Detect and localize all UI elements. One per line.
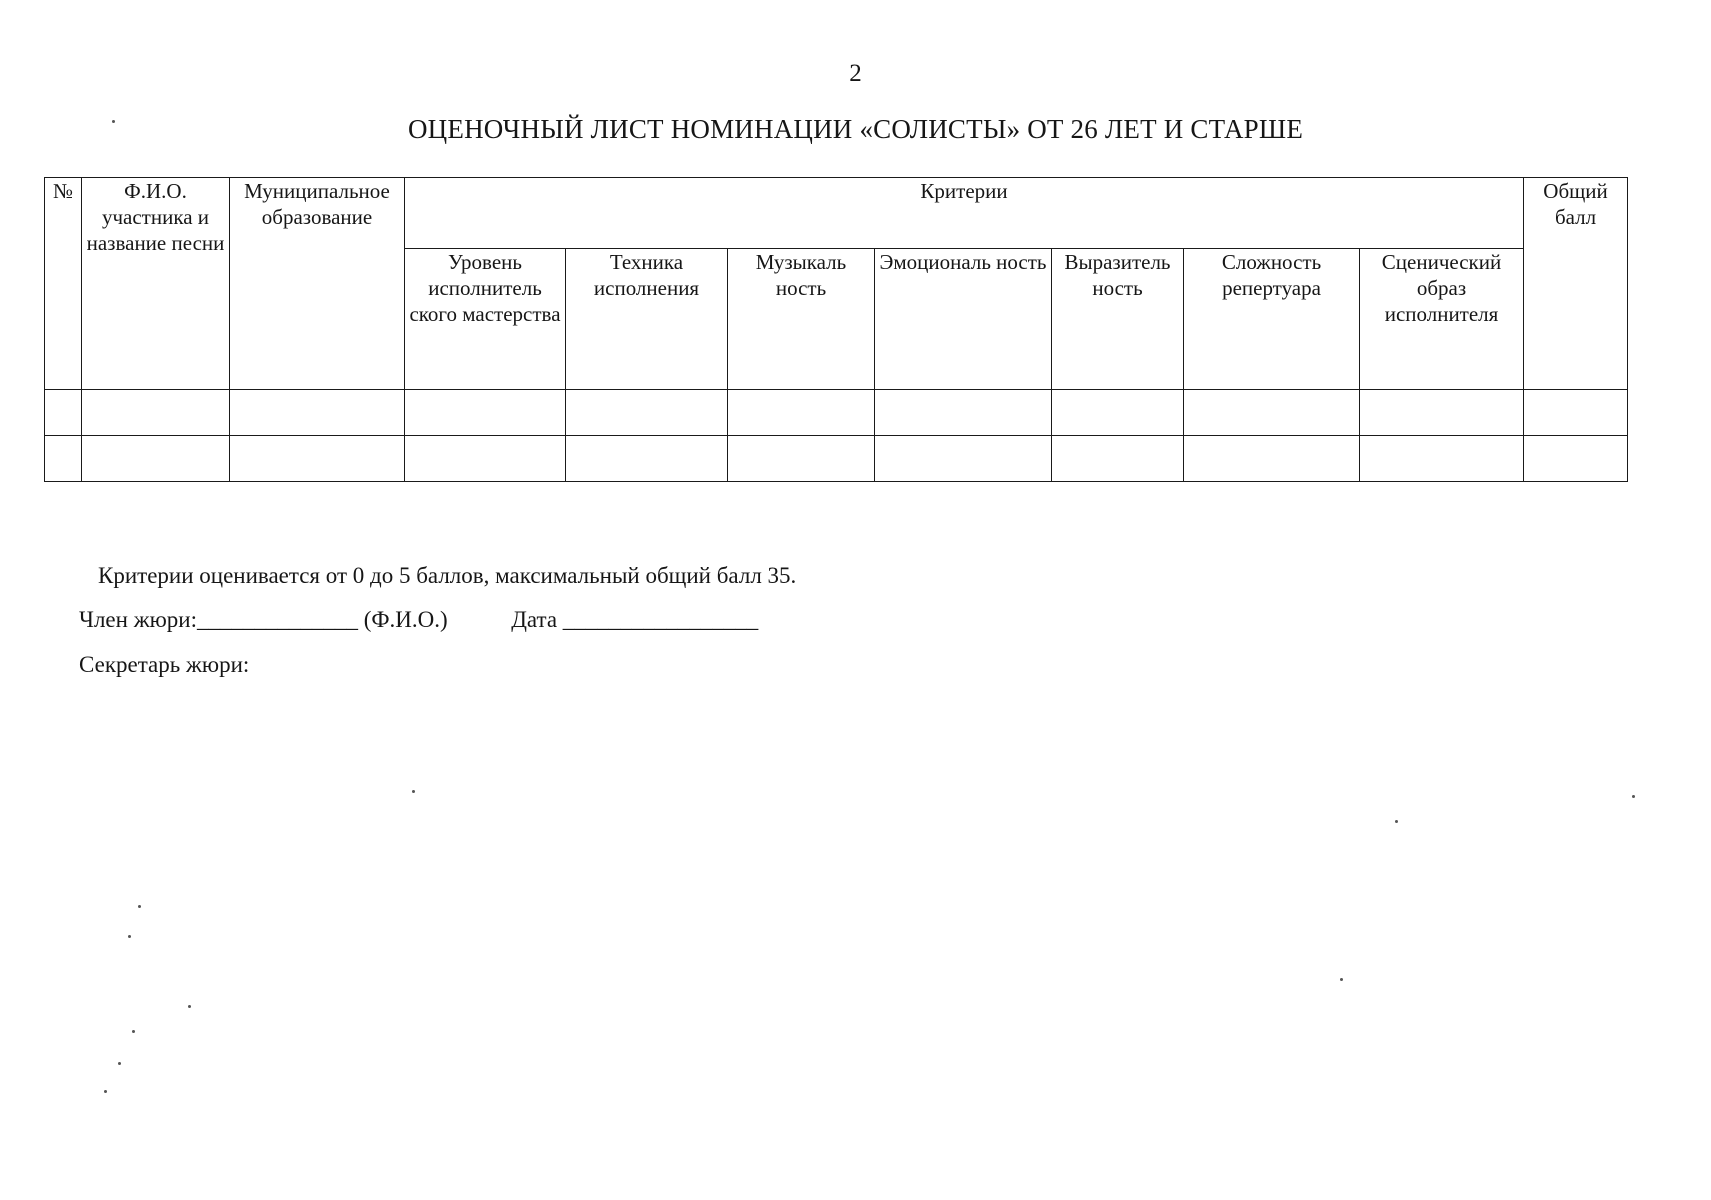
table-cell — [82, 390, 230, 436]
table-cell — [1360, 436, 1524, 482]
jury-signature-line — [79, 607, 758, 633]
table-cell — [230, 390, 405, 436]
header-number: № — [45, 178, 82, 390]
header-participant: Ф.И.О. участника и название песни — [82, 178, 230, 390]
scan-speck — [412, 790, 415, 793]
header-criterion-mastery: Уровень исполнитель ского мастерства — [405, 249, 566, 390]
table-cell — [875, 436, 1052, 482]
evaluation-table — [44, 177, 1628, 482]
header-municipality: Муниципальное образование — [230, 178, 405, 390]
table-cell — [82, 436, 230, 482]
header-criterion-repertoire: Сложность репертуара — [1184, 249, 1360, 390]
table-cell — [1360, 390, 1524, 436]
table-cell — [1184, 436, 1360, 482]
table-cell — [728, 436, 875, 482]
header-criterion-stage-image: Сценический образ исполнителя — [1360, 249, 1524, 390]
table-cell — [566, 436, 728, 482]
table-cell — [728, 390, 875, 436]
table-cell — [566, 390, 728, 436]
header-criterion-expressiveness: Выразитель ность — [1052, 249, 1184, 390]
table-cell — [45, 436, 82, 482]
jury-member-label: Член жюри:______________ — [79, 607, 358, 632]
scan-speck — [138, 905, 141, 908]
scan-speck — [1340, 978, 1343, 981]
header-criterion-emotionality: Эмоциональ ность — [875, 249, 1052, 390]
header-criteria: Критерии — [405, 178, 1524, 249]
table-header-row — [45, 178, 1628, 249]
table-cell — [875, 390, 1052, 436]
table-cell — [1524, 390, 1628, 436]
scan-speck — [1395, 820, 1398, 823]
table-cell — [45, 390, 82, 436]
table-cell — [230, 436, 405, 482]
fio-label: (Ф.И.О.) — [363, 607, 448, 632]
header-criterion-musicality: Музыкаль ность — [728, 249, 875, 390]
header-total: Общий балл — [1524, 178, 1628, 390]
scoring-note: Критерии оценивается от 0 до 5 баллов, максимальный общий балл 35. — [98, 563, 797, 588]
scan-speck — [128, 935, 131, 938]
table-cell — [405, 436, 566, 482]
scan-speck — [132, 1030, 135, 1033]
table-cell — [1052, 436, 1184, 482]
date-label: Дата _________________ — [511, 607, 759, 632]
table-cell — [1184, 390, 1360, 436]
scan-speck — [188, 1005, 191, 1008]
table-cell — [1052, 390, 1184, 436]
page-number: 2 — [849, 60, 862, 87]
table-cell — [1524, 436, 1628, 482]
scan-speck — [112, 120, 115, 123]
scan-speck — [104, 1090, 107, 1093]
table-cell — [405, 390, 566, 436]
header-criterion-technique: Техника исполнения — [566, 249, 728, 390]
table-row — [45, 390, 1628, 436]
document-title: ОЦЕНОЧНЫЙ ЛИСТ НОМИНАЦИИ «СОЛИСТЫ» ОТ 26 ЛЕТ И СТАРШЕ — [407, 114, 1304, 144]
table-row — [45, 436, 1628, 482]
scan-speck — [1632, 795, 1635, 798]
scan-speck — [118, 1062, 121, 1065]
jury-secretary-label: Секретарь жюри: — [79, 652, 250, 677]
